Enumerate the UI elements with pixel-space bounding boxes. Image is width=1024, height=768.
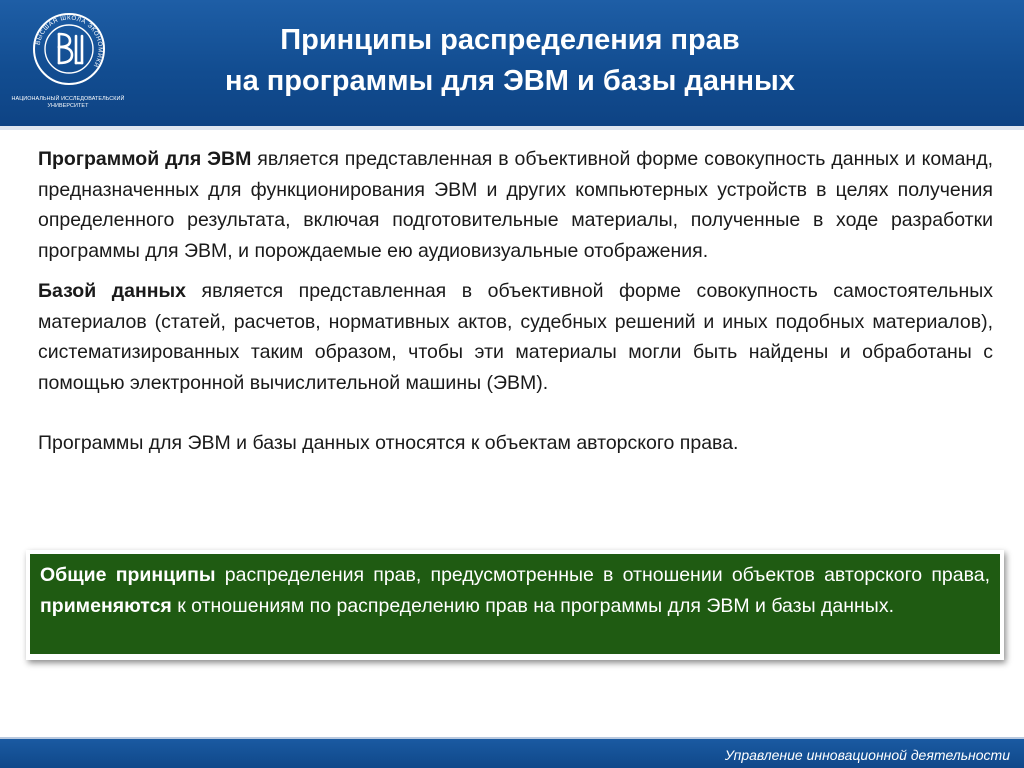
definition-database-text: является представленная в объективной форме совокупность самостоятельных материалов (статей, расчетов, нормативных актов, судебных решений и иных подобных материалов), систематизированных таким образом, чтобы эти материалы могли быть найдены и обработаны с помощью электронной вычислительной машины (ЭВМ). [38, 280, 993, 394]
definition-database [38, 276, 993, 398]
callout-bold-2: применяются [40, 594, 172, 617]
callout-text-1: распределения прав, предусмотренные в отношении объектов авторского права, [215, 564, 991, 586]
footer-caption: Управление инновационной деятельности [724, 747, 1010, 763]
header-divider [0, 126, 1024, 130]
header-bar [0, 0, 1024, 129]
callout-bold-1: Общие принципы [40, 564, 216, 586]
principles-callout [26, 550, 1004, 660]
main-content [38, 144, 993, 459]
logo-caption-line2: УНИВЕРСИТЕТ [47, 103, 89, 109]
logo-caption [10, 96, 126, 110]
principles-callout-body [30, 554, 1000, 654]
logo-caption-line1: НАЦИОНАЛЬНЫЙ ИССЛЕДОВАТЕЛЬСКИЙ [11, 96, 125, 102]
callout-text-2: к отношениям по распределению прав на программы для ЭВМ и базы данных. [171, 594, 894, 617]
slide-title-line1: Принципы распределения прав [280, 24, 740, 56]
copyright-statement: Программы для ЭВМ и базы данных относятся к объектам авторского права. [38, 432, 739, 454]
definition-program [38, 144, 993, 266]
hse-emblem-icon [32, 12, 106, 86]
footer-bar [0, 737, 1024, 768]
university-logo [10, 8, 125, 120]
term-program: Программой для ЭВМ [38, 148, 252, 170]
slide-title-line2: на программы для ЭВМ и базы данных [225, 65, 795, 97]
logo-ring-text: ВЫСШАЯ ШКОЛА ЭКОНОМИКИ [34, 14, 104, 69]
definition-program-text: является представленная в объективной форме совокупность данных и команд, предназначенных для функционирования ЭВМ и других компьютерных устройств в целях получения определенного результата, включая подготовительные материалы, полученные в ходе разработки программы для ЭВМ, и порождаемые ею аудиовизуальные отображения. [38, 148, 994, 262]
slide-title [130, 20, 890, 102]
term-database: Базой данных [38, 280, 186, 302]
